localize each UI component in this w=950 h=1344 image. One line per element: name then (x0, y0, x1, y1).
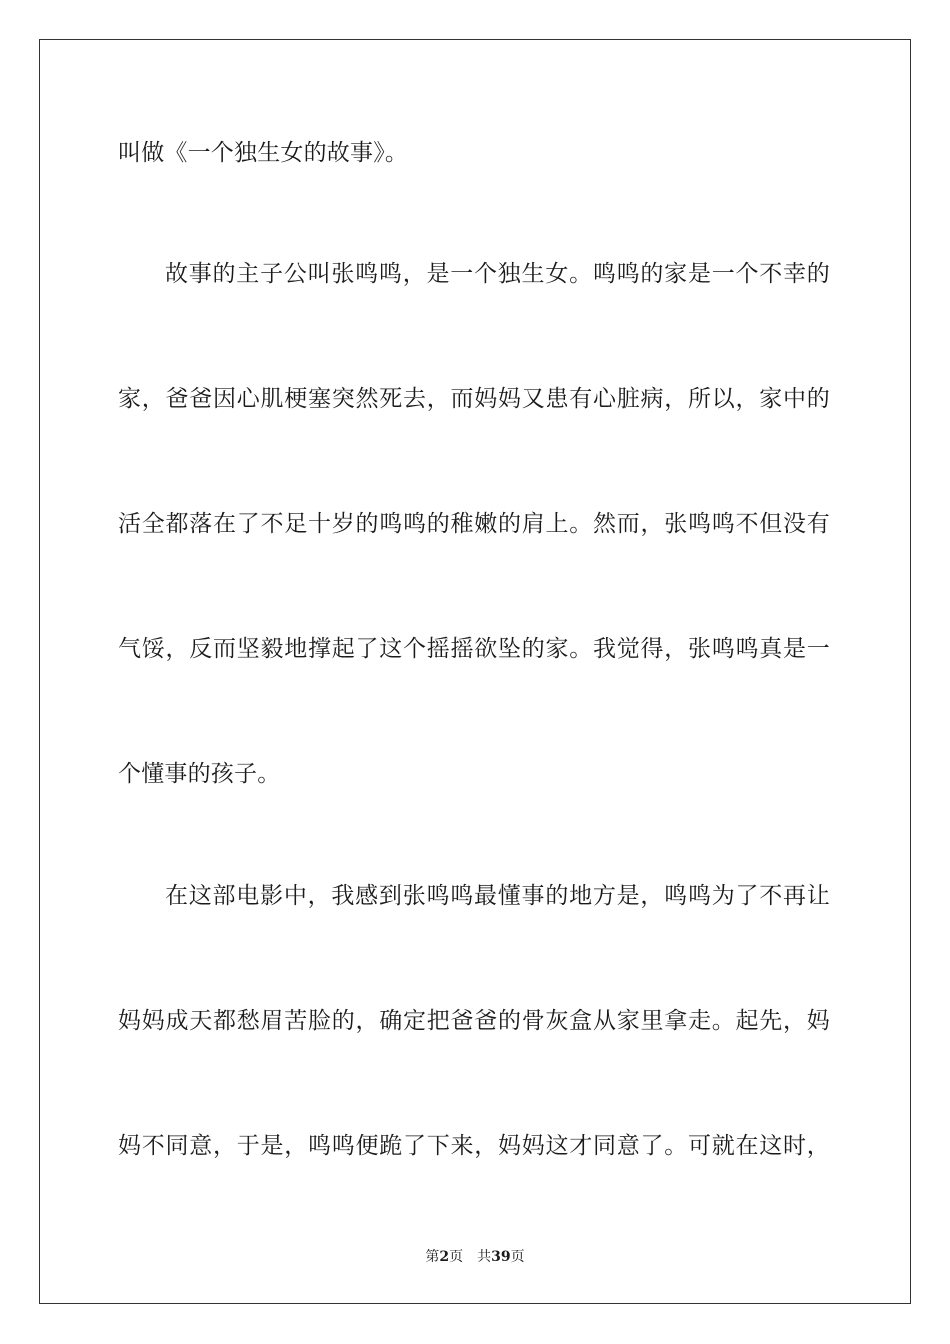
text-line-9: 妈不同意，于是，鸣鸣便跪了下来，妈妈这才同意了。可就在这时， (118, 1133, 830, 1159)
text-line-8: 妈妈成天都愁眉苦脸的，确定把爸爸的骨灰盒从家里拿走。起先，妈 (118, 1008, 830, 1034)
text-line-5: 气馁，反而坚毅地撑起了这个摇摇欲坠的家。我觉得，张鸣鸣真是一 (118, 636, 830, 662)
text-line-2: 故事的主子公叫张鸣鸣，是一个独生女。鸣鸣的家是一个不幸的 (165, 261, 830, 287)
footer-page-suffix: 页 (449, 1249, 464, 1265)
text-line-3: 家，爸爸因心肌梗塞突然死去，而妈妈又患有心脏病，所以，家中的 (118, 386, 830, 412)
footer-page-prefix: 第 (425, 1249, 440, 1265)
page-footer (0, 1248, 950, 1266)
footer-total-prefix: 共 (477, 1249, 492, 1265)
text-line-4: 活全都落在了不足十岁的鸣鸣的稚嫩的肩上。然而，张鸣鸣不但没有 (118, 511, 830, 537)
footer-total-pages: 39 (491, 1249, 511, 1265)
footer-total-suffix: 页 (510, 1249, 525, 1265)
page-border (39, 39, 911, 1304)
footer-page-number: 2 (439, 1249, 450, 1265)
text-line-7: 在这部电影中，我感到张鸣鸣最懂事的地方是，鸣鸣为了不再让 (165, 883, 830, 909)
text-line-1: 叫做《一个独生女的故事》。 (118, 140, 409, 166)
text-line-6: 个懂事的孩子。 (118, 761, 281, 787)
